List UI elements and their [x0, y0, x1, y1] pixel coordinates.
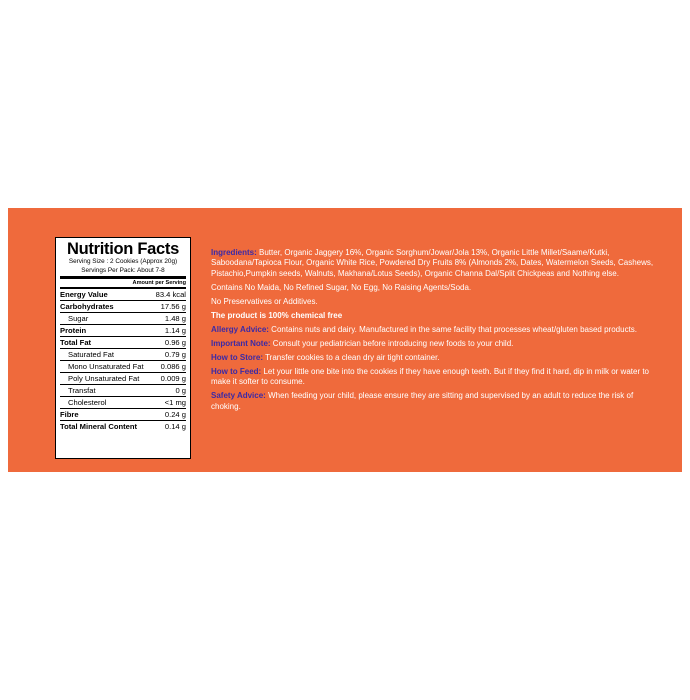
nutrition-row-poly-unsaturated-fat — [60, 372, 186, 384]
nutrition-row-fibre — [60, 408, 186, 420]
nutrition-row-mono-unsaturated-fat — [60, 360, 186, 372]
safety-advice-label: Safety Advice: — [211, 391, 266, 401]
servings-per-pack: Servings Per Pack: About 7-8 — [81, 266, 165, 274]
row-value: 83.4 kcal — [155, 290, 186, 299]
row-value: 0.009 g — [160, 374, 186, 383]
nutrition-row-total-fat — [60, 336, 186, 348]
row-value: 1.48 g — [164, 314, 186, 323]
contains-no-paragraph: Contains No Maida, No Refined Sugar, No Egg, No Raising Agents/Soda. — [211, 282, 472, 292]
row-label: Protein — [60, 326, 87, 335]
row-label: Fibre — [60, 410, 79, 419]
nutrition-row-energy — [60, 287, 186, 300]
row-label: Total Fat — [60, 338, 92, 347]
chemical-free-paragraph: The product is 100% chemical free — [211, 310, 343, 320]
ingredients-label: Ingredients: — [211, 248, 257, 257]
how-to-store-paragraph — [211, 353, 665, 363]
nutrition-row-transfat — [60, 384, 186, 396]
row-value: 0 g — [175, 386, 186, 395]
row-label: Transfat — [68, 386, 96, 395]
allergy-paragraph — [211, 325, 665, 335]
row-value: <1 mg — [164, 398, 186, 407]
safety-advice-paragraph — [211, 391, 665, 412]
ingredients-paragraph — [211, 248, 665, 279]
no-preservatives-paragraph: No Preservatives or Additives. — [211, 296, 318, 306]
row-label: Saturated Fat — [68, 350, 115, 359]
row-value: 0.24 g — [164, 410, 186, 419]
row-label: Energy Value — [60, 290, 108, 299]
nutrition-row-total-mineral — [60, 420, 186, 432]
row-value: 0.96 g — [164, 338, 186, 347]
row-label: Sugar — [68, 314, 89, 323]
nutrition-row-saturated-fat — [60, 348, 186, 360]
how-to-store-text: Transfer cookies to a clean dry air tight container. — [263, 352, 440, 362]
how-to-store-label: How to Store: — [211, 352, 263, 362]
allergy-text: Contains nuts and dairy. Manufactured in the same facility that processes wheat/gluten based products. — [268, 324, 638, 334]
row-label: Poly Unsaturated Fat — [68, 374, 140, 383]
ingredients-text: Butter, Organic Jaggery 16%, Organic Sorghum/Jowar/Jola 13%, Organic Little Millet/Saame/Kutki, Saboodana/Tapioca Flour, Organic White Rice, Powdered Dry Fruits 8% (Almonds 2%, Dates, Watermelon Seeds, Cashews, Pistachio,Pumpkin seeds, Walnuts, Makhana/Lotus Seeds), Organic Channa Dal/Split Chickpeas and Nothing else. — [211, 248, 654, 278]
amount-per-serving-header: Amount per Serving — [132, 280, 186, 286]
row-label: Mono Unsaturated Fat — [68, 362, 144, 371]
row-value: 0.086 g — [160, 362, 186, 371]
serving-size: Serving Size : 2 Cookies (Approx 20g) — [68, 258, 178, 265]
how-to-feed-paragraph — [211, 367, 665, 388]
nutrition-facts-table — [55, 237, 191, 459]
nutrition-row-carbohydrates — [60, 300, 186, 312]
safety-advice-text: When feeding your child, please ensure they are sitting and supervised by an adult to reduce the risk of choking. — [211, 391, 634, 411]
nutrition-row-sugar — [60, 312, 186, 324]
nutrition-row-protein — [60, 324, 186, 336]
nutrition-title: Nutrition Facts — [67, 240, 179, 258]
row-label: Cholesterol — [68, 398, 107, 407]
row-value: 0.79 g — [164, 350, 186, 359]
nutrition-row-cholesterol — [60, 396, 186, 408]
row-value: 17.56 g — [160, 302, 186, 311]
row-label: Total Mineral Content — [60, 422, 138, 431]
important-note-label: Important Note: — [211, 338, 271, 348]
row-label: Carbohydrates — [60, 302, 114, 311]
row-value: 1.14 g — [164, 326, 186, 335]
product-info-text — [211, 248, 665, 416]
how-to-feed-label: How to Feed: — [211, 366, 262, 376]
row-value: 0.14 g — [164, 422, 186, 431]
allergy-label: Allergy Advice: — [211, 324, 269, 334]
important-note-paragraph — [211, 339, 665, 349]
important-note-text: Consult your pediatrician before introducing new foods to your child. — [270, 338, 514, 348]
how-to-feed-text: Let your little one bite into the cookies if they have enough teeth. But if they find it hard, dip in milk or water to make it softer to consume. — [211, 366, 649, 387]
